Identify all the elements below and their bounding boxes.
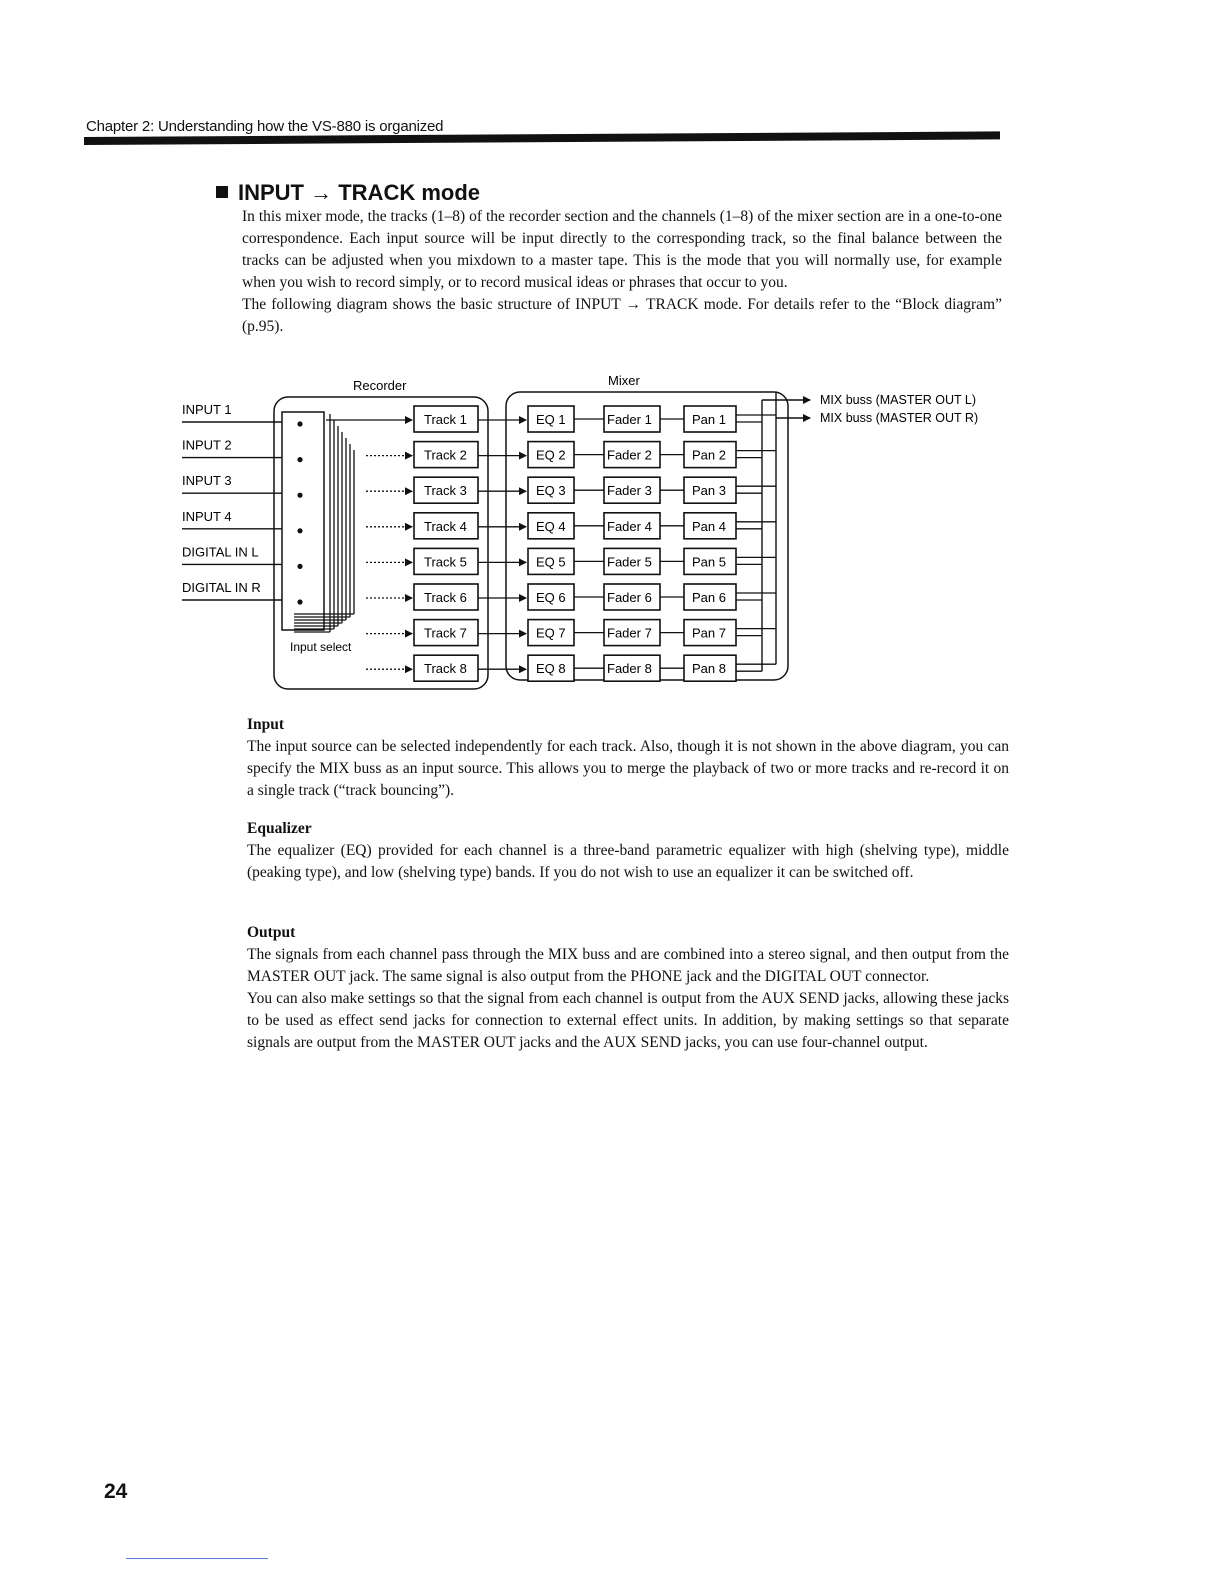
output-section-body-2: You can also make settings so that the signal from each channel is output from the AUX SEND jacks, allowing these jacks to be used as effect send jacks for connection to external effect units. In addition, by making settings so that separate signals are output from the MASTER OUT jacks and the AUX SEND jacks, you can use four-channel output. xyxy=(247,990,1009,1051)
input-select-block xyxy=(282,412,354,632)
track-label: Track 1 xyxy=(424,412,467,427)
input-section xyxy=(247,714,1009,802)
section-heading xyxy=(216,180,480,206)
input-label: INPUT 3 xyxy=(182,473,232,489)
output-section xyxy=(247,922,1009,1054)
fader-label: Fader 3 xyxy=(607,483,652,499)
input-label: INPUT 4 xyxy=(182,508,232,524)
input-select-point xyxy=(297,421,302,426)
pan-label: Pan 2 xyxy=(692,447,726,463)
input-select-point xyxy=(297,564,302,569)
input-select-point xyxy=(297,457,302,462)
output-section-title: Output xyxy=(247,924,296,941)
input-select-label: Input select xyxy=(290,640,352,654)
fader-label: Fader 4 xyxy=(607,518,652,534)
fader-label: Fader 6 xyxy=(607,590,652,605)
block-diagram-svg xyxy=(170,370,1000,700)
pan-label: Pan 8 xyxy=(692,661,726,677)
track-label: Track 6 xyxy=(424,590,467,605)
eq-label: EQ 6 xyxy=(536,590,566,605)
track-label: Track 7 xyxy=(424,625,467,641)
output-label: MIX buss (MASTER OUT R) xyxy=(820,411,979,425)
eq-label: EQ 7 xyxy=(536,625,566,641)
recorder-label: Recorder xyxy=(353,378,407,393)
fader-label: Fader 7 xyxy=(607,625,652,641)
eq-label: EQ 3 xyxy=(536,483,566,499)
intro-paragraph-1: In this mixer mode, the tracks (1–8) of the recorder section and the channels (1–8) of the mixer section are in a one-to-one correspondence. Each input source will be input directly to the corresponding track, so the final balance between the tracks can be adjusted when you mixdown to a master tape. This is the mode that you will normally use, for example when you wish to record simply, or to record musical ideas or phrases that occur to you. xyxy=(242,208,1002,291)
fader-label: Fader 8 xyxy=(607,661,652,677)
eq-label: EQ 1 xyxy=(536,412,566,427)
block-diagram xyxy=(170,370,1000,705)
mix-buss-lines xyxy=(762,392,776,671)
input-select-point xyxy=(297,493,302,498)
fader-label: Fader 1 xyxy=(607,412,652,427)
intro-text xyxy=(242,206,1002,338)
mixer-label: Mixer xyxy=(608,373,640,388)
input-label: INPUT 1 xyxy=(182,402,232,417)
pan-label: Pan 6 xyxy=(692,590,726,605)
track-label: Track 5 xyxy=(424,554,467,570)
track-label: Track 4 xyxy=(424,518,467,534)
footer-line xyxy=(126,1558,268,1559)
pan-label: Pan 1 xyxy=(692,412,726,427)
input-section-body: The input source can be selected independently for each track. Also, though it is not shown in the above diagram, you can specify the MIX buss as an input source. This allows you to merge the playback of two or more tracks and re-record it on a single track (“track bouncing”). xyxy=(247,738,1009,799)
section-heading-text: INPUT → TRACK mode xyxy=(238,180,480,205)
intro-paragraph-2: The following diagram shows the basic structure of INPUT → TRACK mode. For details refer to the “Block diagram” (p.95). xyxy=(242,296,1002,335)
input-label: DIGITAL IN R xyxy=(182,580,261,595)
track-label: Track 2 xyxy=(424,447,467,463)
input-label: DIGITAL IN L xyxy=(182,544,259,560)
equalizer-section xyxy=(247,818,1009,884)
pan-label: Pan 7 xyxy=(692,625,726,641)
fader-label: Fader 5 xyxy=(607,554,652,570)
track-label: Track 3 xyxy=(424,483,467,499)
output-section-body-1: The signals from each channel pass through the MIX buss and are combined into a stereo signal, and then output from the MASTER OUT jack. The same signal is also output from the PHONE jack and the DIGITAL OUT connector. xyxy=(247,946,1009,985)
pan-label: Pan 3 xyxy=(692,483,726,499)
input-label: INPUT 2 xyxy=(182,437,232,453)
output-label: MIX buss (MASTER OUT L) xyxy=(820,393,977,407)
input-section-title: Input xyxy=(247,716,285,733)
track-label: Track 8 xyxy=(424,661,467,677)
chapter-header: Chapter 2: Understanding how the VS-880 is organized xyxy=(86,118,444,135)
pan-label: Pan 4 xyxy=(692,518,726,534)
eq-label: EQ 4 xyxy=(536,518,566,534)
square-bullet-icon xyxy=(216,186,228,198)
fader-label: Fader 2 xyxy=(607,447,652,463)
pan-label: Pan 5 xyxy=(692,554,726,570)
input-select-point xyxy=(297,528,302,533)
input-select-point xyxy=(297,599,302,604)
equalizer-section-body: The equalizer (EQ) provided for each channel is a three-band parametric equalizer with high (shelving type), middle (peaking type), and low (shelving type) bands. If you do not wish to use an equalizer it can be switched off. xyxy=(247,842,1009,881)
eq-label: EQ 5 xyxy=(536,554,566,570)
eq-label: EQ 8 xyxy=(536,661,566,677)
page-number: 24 xyxy=(104,1480,128,1503)
equalizer-section-title: Equalizer xyxy=(247,820,312,837)
eq-label: EQ 2 xyxy=(536,447,566,463)
